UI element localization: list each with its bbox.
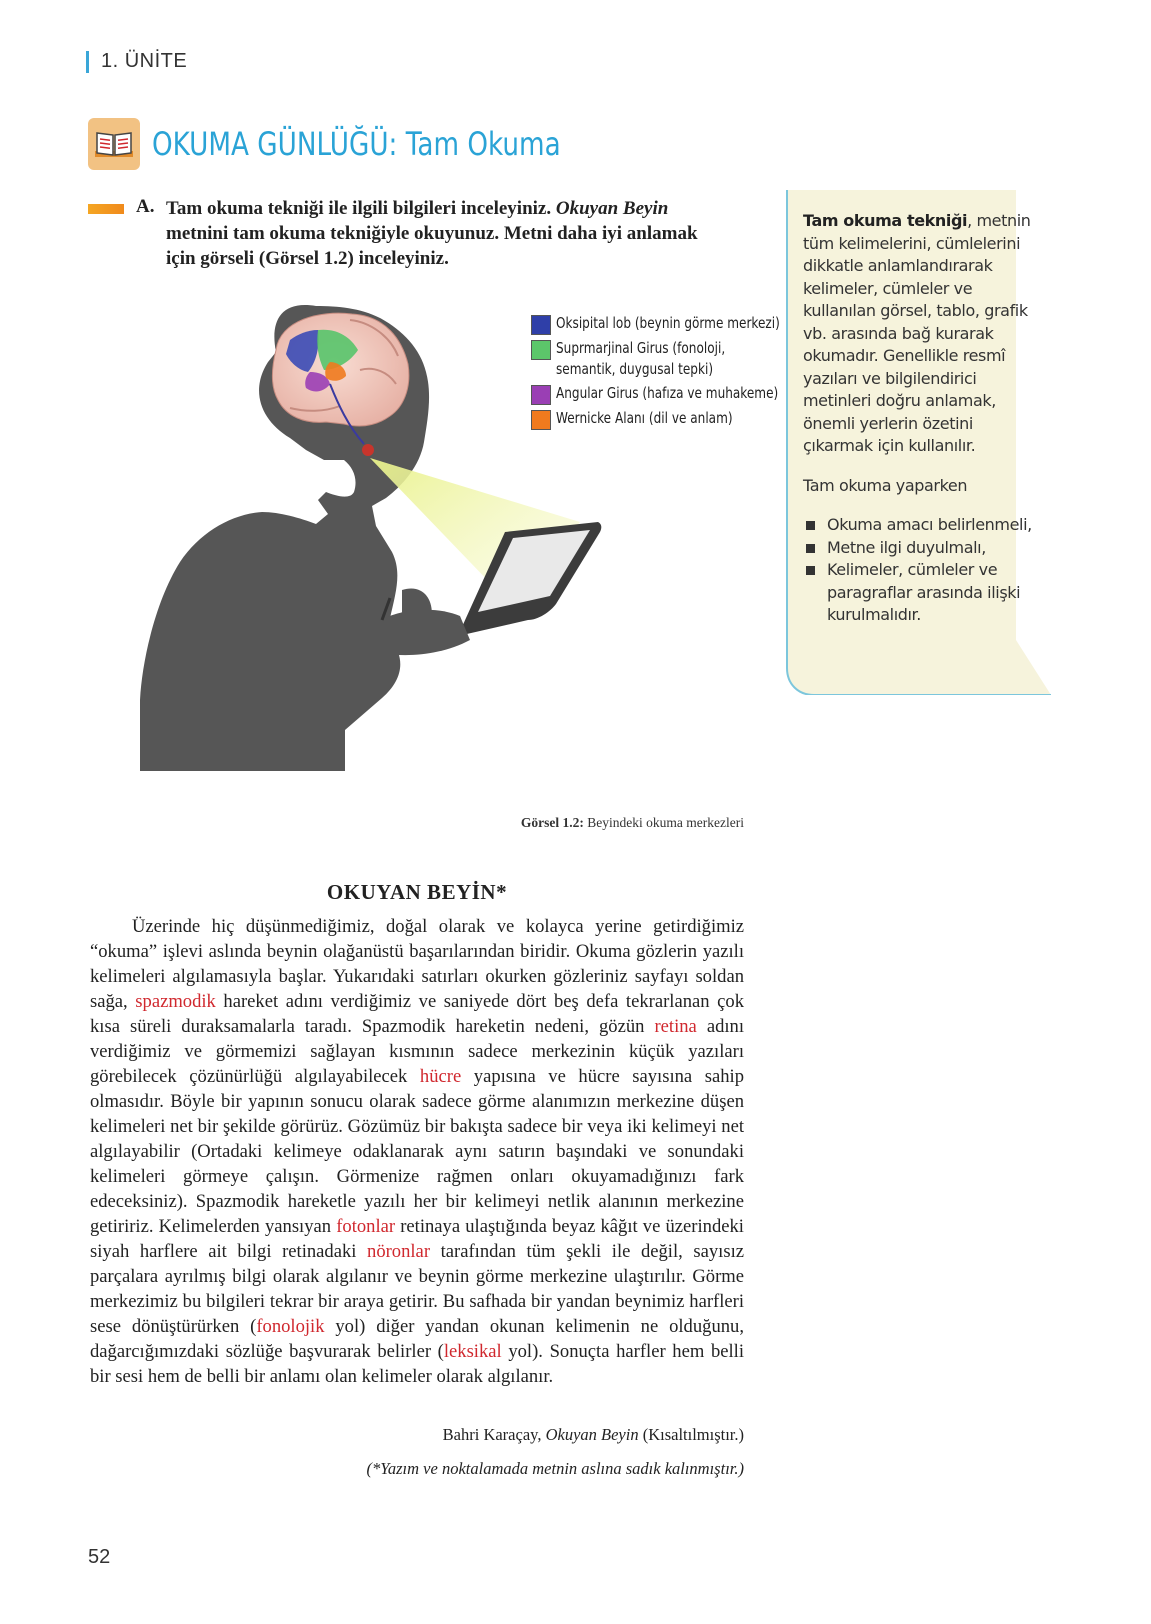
source-work: Okuyan Beyin	[545, 1425, 639, 1444]
legend-label: Wernicke Alanı (dil ve anlam)	[556, 409, 733, 427]
legend-swatch	[531, 340, 551, 360]
term-spazmodik: spazmodik	[135, 991, 216, 1012]
legend-swatch	[531, 315, 551, 335]
caption-label: Görsel 1.2:	[520, 815, 584, 830]
legend-label: Angular Girus (hafıza ve muhakeme)	[556, 384, 779, 402]
term-fonolojik: fonolojik	[256, 1316, 325, 1337]
sidebox-definition-text: metnin tüm kelimelerini, cümlelerini dikkatle anlamlandırarak kelimeler, cümleler ve kullanılan görsel, tablo, grafik vb. arasında bağ kurarak okumadır. Genellikle resmî yazıları ve bilgilendirici metinleri doğru anlamak, önemli yerlerin özetini çıkarmak için kullanılır.	[803, 211, 1031, 455]
legend-swatch	[531, 385, 551, 405]
legend-label: Suprmarjinal Girus (fonoloji, semantik, duygusal tepki)	[556, 339, 726, 378]
sidebox-bullet: Kelimeler, cümleler ve paragraflar arasında ilişki kurulmalıdır.	[803, 559, 1043, 627]
article-text: tarafından tüm şekli ile değil, sayısız parçalara ayrılmış bilgi olarak algılanır ve beynin görme merkezine ulaştırılır. Görme merkezimiz bu bilgileri tekrar bir araya getirir. Bu safhada bir yandan beynimiz harfleri sese dönüştürürken (	[90, 1241, 744, 1337]
caption-text: Beyindeki okuma merkezleri	[583, 815, 744, 830]
term-retina: retina	[654, 1016, 697, 1037]
unit-label: 1. ÜNİTE	[101, 50, 188, 72]
legend-swatch	[531, 410, 551, 430]
term-hucre: hücre	[419, 1066, 462, 1087]
task-text-part2: metnini tam okuma tekniğiyle okuyunuz. Metni daha iyi anlamak için görseli (Görsel 1.2) inceleyiniz.	[166, 223, 698, 269]
task-letter: A.	[136, 196, 155, 217]
term-noronlar: nöronlar	[367, 1241, 431, 1262]
task-marker	[88, 204, 124, 214]
sidebox-content	[803, 210, 1043, 627]
book-icon	[88, 118, 140, 170]
article-text: yapısına ve hücre sayısına sahip olmasıdır. Böyle bir yapının sonucu olarak sadece görme alanımızın merkezine düşen kelimeleri net bir şekilde görürüz. Gözümüz bir bakışta sadece bir veya iki kelimeyi net algılayabilir (Ortadaki kelimeye odaklanarak aynı satırın başındaki ve sonundaki kelimeleri görmeye çalışın. Görmenize rağmen onları okuyamadığınızı fark edeceksiniz). Spazmodik hareketle yazılı her bir kelimeyi netlik alanının merkezine getiririz. Kelimelerden yansıyan	[90, 1066, 744, 1237]
term-leksikal: leksikal	[443, 1341, 502, 1362]
figure-caption	[0, 815, 744, 831]
sidebox-bullet: Okuma amacı belirlenmeli,	[803, 514, 1043, 537]
task-text-part1: Tam okuma tekniği ile ilgili bilgileri inceleyiniz.	[166, 198, 556, 219]
unit-bar	[86, 51, 89, 73]
term-fotonlar: fotonlar	[336, 1216, 396, 1237]
section-heading	[88, 118, 650, 170]
article-text: hareket adını verdiğimiz ve saniyede dört beş defa tekrarlanan çok kısa süreli duraksamalarla taradı. Spazmodik hareketin nedeni, gözün	[90, 991, 744, 1037]
article-text: retinaya ulaştığında beyaz kâğıt ve üzerindeki siyah harflere ait bilgi retinadaki	[90, 1216, 744, 1262]
article-text: Üzerinde hiç düşünmediğimiz, doğal olarak ve kolayca yerine getirdiğimiz “okuma” işlevi aslında beynin olağanüstü başarılarından biridir. Okuma gözlerin yazılı kelimeleri algılamasıyla başlar. Yukarıdaki satırları okurken gözleriniz sayfayı soldan sağa,	[90, 916, 744, 1012]
article-text: adını verdiğimiz ve görmemizi sağlayan kısmının sadece merkezinin küçük yazıları görebilecek çözünürlüğü algılayabilecek	[90, 1016, 744, 1087]
article-title: OKUYAN BEYİN*	[326, 880, 508, 904]
legend-label: Oksipital lob (beynin görme merkezi)	[556, 314, 780, 332]
spelling-note: (*Yazım ve noktalamada metnin aslına sadık kalınmıştır.)	[366, 1459, 744, 1478]
page-number: 52	[88, 1546, 111, 1568]
sidebox-intro: Tam okuma yaparken	[803, 475, 968, 495]
sidebox-bullet: Metne ilgi duyulmalı,	[803, 537, 1043, 560]
sidebox-definition	[803, 210, 1043, 458]
article-source	[90, 1425, 744, 1445]
info-sidebox	[786, 190, 1051, 695]
task-instructions	[166, 196, 726, 271]
article-text: yol). Sonuçta harfler hem belli bir sesi hem de belli bir anlamı olan kelimeler olarak algılanır.	[90, 1341, 744, 1387]
article-text: yol) diğer yandan okunan kelimenin ne olduğunu, dağarcığımızdaki sözlüğe başvurarak belirler (	[90, 1316, 744, 1362]
unit-header	[86, 50, 187, 73]
task-text-title: Okuyan Beyin	[555, 198, 669, 219]
sidebox-bullet-list	[803, 514, 1043, 627]
sidebox-lead-suffix: ,	[967, 211, 972, 230]
article-body	[90, 914, 744, 1389]
source-suffix: (Kısaltılmıştır.)	[638, 1425, 744, 1444]
section-title: OKUMA GÜNLÜĞÜ: Tam Okuma	[152, 125, 561, 163]
sidebox-lead: Tam okuma tekniği	[803, 211, 968, 230]
source-author: Bahri Karaçay,	[442, 1425, 546, 1444]
